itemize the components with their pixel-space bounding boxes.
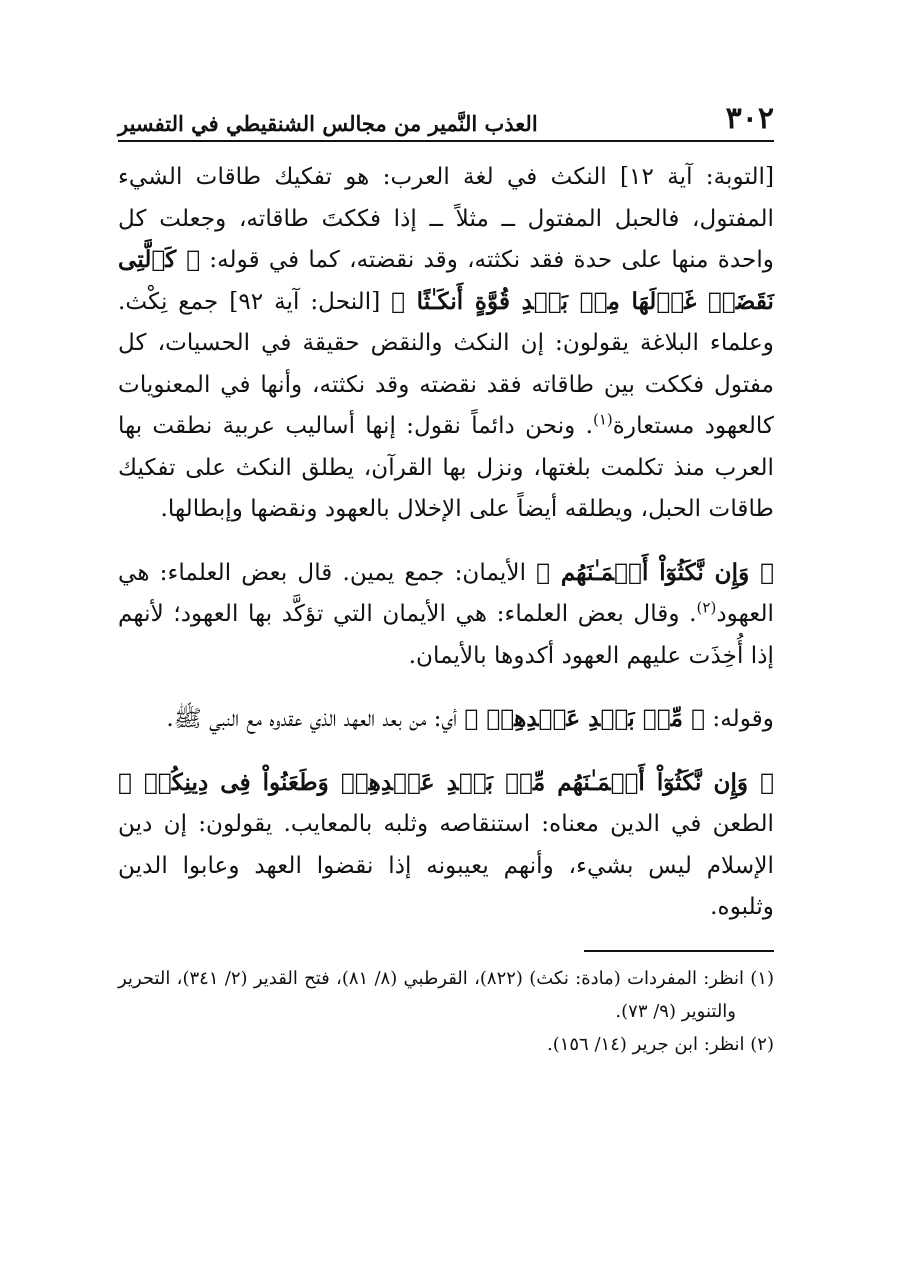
book-page <box>118 96 774 1176</box>
footnote-ref[interactable]: (١) <box>592 410 613 429</box>
paragraph-4 <box>118 762 774 928</box>
paragraph-text: [النحل: آية ٩٢] جمع نِكْث. وعلماء البلاغة يقولون: إن النكث والنقض حقيقة في الحسيات، كل مفتول فككت بين طاقاته فقد نقضته وقد نكثته، وأنها في المعنويات كالعهود مستعارة <box>118 287 774 439</box>
quran-verse: ﴿ كَٱلَّتِى نَقَضَتۡ غَزۡلَهَا مِنۢ بَعۡدِ قُوَّةٍ أَنكَـٰثًا ﴾ <box>118 246 775 315</box>
paragraph-1 <box>118 156 774 530</box>
page-header <box>118 96 774 142</box>
footnote-ref[interactable]: (٢) <box>696 598 717 617</box>
footnotes <box>118 962 774 1061</box>
footnote-divider <box>584 950 774 952</box>
running-title: العذب النَّمير من مجالس الشنقيطي في التفسير <box>118 111 538 136</box>
paragraph-text: . ونحن دائماً نقول: إنها أساليب عربية نطقت بها العرب منذ تكلمت بلغتها، ونزل بها القرآن، يطلق النكث على تفكيك طاقات الحبل، ويطلقه أيضاً على الإخلال بالعهود ونقضها وإبطالها. <box>118 412 774 522</box>
paragraph-3 <box>118 698 774 740</box>
paragraph-2 <box>118 552 774 677</box>
quran-verse: ﴿ وَإِن نَّكَثُوٓاْ أَيۡمَـٰنَهُم ﴾ <box>536 558 775 586</box>
page-number: ٣٠٢ <box>725 101 774 136</box>
body-text <box>118 156 774 928</box>
paragraph-text: وقوله: <box>712 705 774 732</box>
quran-verse: ﴿ وَإِن نَّكَثُوٓاْ أَيۡمَـٰنَهُم مِّنۢ بَعۡدِ عَهۡدِهِمۡ وَطَعَنُواْ فِى دِينِكُمۡ ﴾ <box>118 768 774 796</box>
paragraph-text: الأيمان: جمع يمين. قال بعض العلماء: هي العهود <box>118 558 774 627</box>
footnote-2: (٢) انظر: ابن جرير (١٤/ ١٥٦). <box>546 1033 774 1055</box>
paragraph-text: [التوبة: آية ١٢] النكث في لغة العرب: هو تفكيك طاقات الشيء المفتول، فالحبل المفتول ــ مثلاً ــ إذا فككتَ طاقاته، وجعلت كل واحدة منها على حدة فقد نكثته، وقد نقضته، كما في قوله: <box>118 163 774 273</box>
footnote-1: (١) انظر: المفردات (مادة: نكث) (٨٢٢)، القرطبي (٨/ ٨١)، فتح القدير (٢/ ٣٤١)، التحرير والتنوير (٩/ ٧٣). <box>118 967 774 1022</box>
paragraph-text: . وقال بعض العلماء: هي الأيمان التي تؤكَّد بها العهود؛ لأنهم إذا أُخِذَت عليهم العهود أكدوها بالأيمان. <box>118 600 774 669</box>
paragraph-text: الطعن في الدين معناه: استنقاصه وثلبه بالمعايب. يقولون: إن دين الإسلام ليس بشيء، وأنهم يعيبونه إذا نقضوا العهد وعابوا الدين وثلبوه. <box>118 810 774 920</box>
quran-verse: ﴿ مِّنۢ بَعۡدِ عَهۡدِهِمۡ ﴾ <box>464 705 706 732</box>
paragraph-text: أي: من بعد العهد الذي عقدوه مع النبي ﷺ. <box>166 705 457 732</box>
